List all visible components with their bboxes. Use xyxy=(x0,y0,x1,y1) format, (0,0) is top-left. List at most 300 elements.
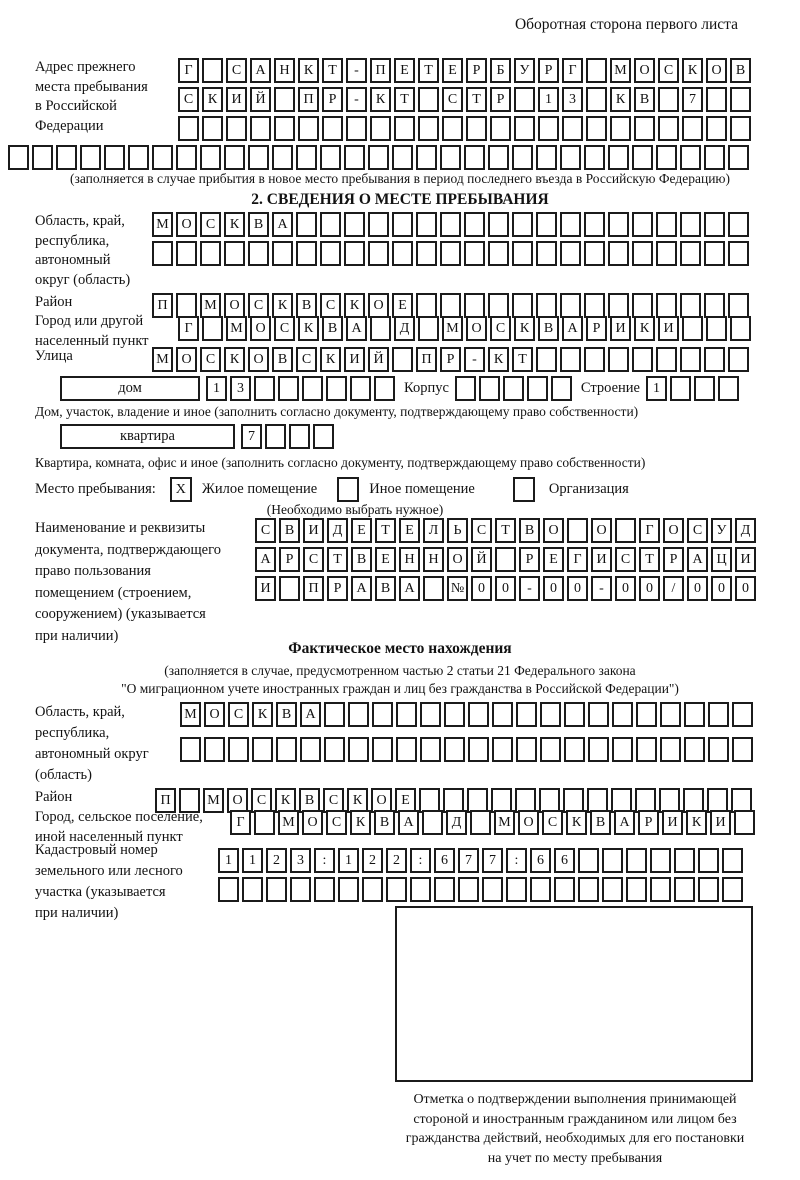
char-cell[interactable]: Е xyxy=(395,788,416,813)
char-cell[interactable]: А xyxy=(687,547,708,572)
char-cell[interactable] xyxy=(626,848,647,873)
char-cell[interactable] xyxy=(420,702,441,727)
char-cell[interactable]: Р xyxy=(466,58,487,83)
char-cell[interactable]: Г xyxy=(230,810,251,835)
char-cell[interactable] xyxy=(416,145,437,170)
char-cell[interactable] xyxy=(320,241,341,266)
char-cell[interactable] xyxy=(224,145,245,170)
char-cell[interactable]: О xyxy=(706,58,727,83)
char-cell[interactable]: С xyxy=(200,212,221,237)
char-cell[interactable] xyxy=(313,424,334,449)
char-cell[interactable] xyxy=(584,347,605,372)
char-cell[interactable] xyxy=(266,877,287,902)
char-cell[interactable]: К xyxy=(370,87,391,112)
char-cell[interactable]: Н xyxy=(274,58,295,83)
char-cell[interactable]: А xyxy=(272,212,293,237)
char-cell[interactable]: К xyxy=(686,810,707,835)
char-cell[interactable] xyxy=(718,376,739,401)
char-cell[interactable] xyxy=(722,877,743,902)
char-cell[interactable] xyxy=(202,58,223,83)
char-cell[interactable]: Р xyxy=(638,810,659,835)
char-cell[interactable] xyxy=(682,116,703,141)
char-cell[interactable] xyxy=(368,145,389,170)
char-cell[interactable]: Р xyxy=(519,547,540,572)
char-cell[interactable] xyxy=(440,241,461,266)
char-cell[interactable]: М xyxy=(278,810,299,835)
char-cell[interactable] xyxy=(584,212,605,237)
char-cell[interactable] xyxy=(708,702,729,727)
char-cell[interactable] xyxy=(495,547,516,572)
char-cell[interactable]: : xyxy=(314,848,335,873)
char-cell[interactable]: К xyxy=(344,293,365,318)
char-cell[interactable] xyxy=(434,877,455,902)
char-cell[interactable]: 0 xyxy=(471,576,492,601)
char-cell[interactable] xyxy=(468,702,489,727)
char-cell[interactable] xyxy=(178,116,199,141)
char-cell[interactable] xyxy=(289,424,310,449)
char-cell[interactable]: Е xyxy=(392,293,413,318)
char-cell[interactable] xyxy=(512,212,533,237)
char-cell[interactable]: С xyxy=(303,547,324,572)
char-cell[interactable]: И xyxy=(662,810,683,835)
char-cell[interactable]: М xyxy=(610,58,631,83)
char-cell[interactable]: Т xyxy=(418,58,439,83)
char-cell[interactable]: О xyxy=(248,347,269,372)
char-cell[interactable]: Д xyxy=(735,518,756,543)
char-cell[interactable] xyxy=(176,241,197,266)
char-cell[interactable]: С xyxy=(178,87,199,112)
char-cell[interactable] xyxy=(658,116,679,141)
char-cell[interactable] xyxy=(202,316,223,341)
char-cell[interactable]: К xyxy=(347,788,368,813)
char-cell[interactable] xyxy=(730,116,751,141)
char-cell[interactable]: О xyxy=(176,212,197,237)
char-cell[interactable]: 3 xyxy=(562,87,583,112)
char-cell[interactable]: В xyxy=(276,702,297,727)
char-cell[interactable]: Г xyxy=(178,316,199,341)
char-cell[interactable]: 3 xyxy=(290,848,311,873)
char-cell[interactable] xyxy=(536,145,557,170)
char-cell[interactable]: Р xyxy=(490,87,511,112)
char-cell[interactable] xyxy=(348,702,369,727)
char-cell[interactable] xyxy=(632,241,653,266)
char-cell[interactable]: М xyxy=(200,293,221,318)
char-cell[interactable] xyxy=(602,877,623,902)
char-cell[interactable] xyxy=(444,702,465,727)
char-cell[interactable] xyxy=(338,877,359,902)
char-cell[interactable]: Е xyxy=(543,547,564,572)
char-cell[interactable]: О xyxy=(466,316,487,341)
stay-type-checkbox-other[interactable] xyxy=(337,477,359,502)
char-cell[interactable]: О xyxy=(591,518,612,543)
char-cell[interactable] xyxy=(468,737,489,762)
char-cell[interactable] xyxy=(612,702,633,727)
char-cell[interactable] xyxy=(348,737,369,762)
char-cell[interactable] xyxy=(704,145,725,170)
char-cell[interactable]: О xyxy=(634,58,655,83)
char-cell[interactable] xyxy=(278,376,299,401)
char-cell[interactable]: 6 xyxy=(530,848,551,873)
char-cell[interactable]: М xyxy=(226,316,247,341)
char-cell[interactable] xyxy=(632,212,653,237)
char-cell[interactable]: - xyxy=(346,87,367,112)
char-cell[interactable] xyxy=(694,376,715,401)
char-cell[interactable]: 0 xyxy=(495,576,516,601)
char-cell[interactable] xyxy=(392,347,413,372)
char-cell[interactable] xyxy=(320,145,341,170)
char-cell[interactable]: Й xyxy=(368,347,389,372)
char-cell[interactable]: О xyxy=(224,293,245,318)
char-cell[interactable] xyxy=(458,877,479,902)
char-cell[interactable]: А xyxy=(351,576,372,601)
char-cell[interactable]: П xyxy=(152,293,173,318)
char-cell[interactable]: Д xyxy=(446,810,467,835)
char-cell[interactable] xyxy=(314,877,335,902)
char-cell[interactable] xyxy=(320,212,341,237)
char-cell[interactable]: У xyxy=(514,58,535,83)
char-cell[interactable] xyxy=(636,702,657,727)
char-cell[interactable] xyxy=(344,212,365,237)
char-cell[interactable]: В xyxy=(730,58,751,83)
char-cell[interactable] xyxy=(444,737,465,762)
char-cell[interactable]: А xyxy=(562,316,583,341)
char-cell[interactable] xyxy=(728,241,749,266)
char-cell[interactable] xyxy=(152,145,173,170)
char-cell[interactable]: М xyxy=(152,347,173,372)
char-cell[interactable]: П xyxy=(155,788,176,813)
char-cell[interactable] xyxy=(656,145,677,170)
char-cell[interactable]: Д xyxy=(327,518,348,543)
char-cell[interactable]: В xyxy=(279,518,300,543)
char-cell[interactable] xyxy=(422,810,443,835)
char-cell[interactable] xyxy=(540,702,561,727)
char-cell[interactable] xyxy=(272,241,293,266)
char-cell[interactable] xyxy=(272,145,293,170)
char-cell[interactable] xyxy=(551,376,572,401)
char-cell[interactable] xyxy=(470,810,491,835)
char-cell[interactable]: - xyxy=(464,347,485,372)
char-cell[interactable] xyxy=(626,877,647,902)
char-cell[interactable] xyxy=(344,145,365,170)
char-cell[interactable] xyxy=(706,116,727,141)
char-cell[interactable] xyxy=(632,145,653,170)
char-cell[interactable] xyxy=(656,212,677,237)
char-cell[interactable]: 1 xyxy=(218,848,239,873)
char-cell[interactable] xyxy=(344,241,365,266)
char-cell[interactable] xyxy=(479,376,500,401)
char-cell[interactable]: Р xyxy=(279,547,300,572)
char-cell[interactable]: С xyxy=(251,788,272,813)
char-cell[interactable]: М xyxy=(180,702,201,727)
char-cell[interactable]: К xyxy=(224,212,245,237)
char-cell[interactable]: 1 xyxy=(538,87,559,112)
char-cell[interactable] xyxy=(660,737,681,762)
char-cell[interactable] xyxy=(506,877,527,902)
char-cell[interactable]: Й xyxy=(471,547,492,572)
char-cell[interactable] xyxy=(608,241,629,266)
char-cell[interactable] xyxy=(250,116,271,141)
char-cell[interactable] xyxy=(252,737,273,762)
char-cell[interactable]: С xyxy=(296,347,317,372)
char-cell[interactable]: 3 xyxy=(230,376,251,401)
char-cell[interactable]: О xyxy=(302,810,323,835)
char-cell[interactable] xyxy=(610,116,631,141)
char-cell[interactable]: К xyxy=(350,810,371,835)
char-cell[interactable]: А xyxy=(346,316,367,341)
char-cell[interactable] xyxy=(248,145,269,170)
char-cell[interactable] xyxy=(588,702,609,727)
char-cell[interactable]: О xyxy=(227,788,248,813)
char-cell[interactable] xyxy=(536,241,557,266)
char-cell[interactable]: А xyxy=(255,547,276,572)
char-cell[interactable] xyxy=(728,145,749,170)
char-cell[interactable]: Е xyxy=(394,58,415,83)
char-cell[interactable] xyxy=(128,145,149,170)
char-cell[interactable] xyxy=(372,737,393,762)
char-cell[interactable]: С xyxy=(274,316,295,341)
char-cell[interactable] xyxy=(527,376,548,401)
char-cell[interactable]: 0 xyxy=(687,576,708,601)
char-cell[interactable]: Р xyxy=(538,58,559,83)
stay-type-checkbox-organization[interactable] xyxy=(513,477,535,502)
char-cell[interactable] xyxy=(732,702,753,727)
char-cell[interactable] xyxy=(516,737,537,762)
char-cell[interactable] xyxy=(734,810,755,835)
char-cell[interactable] xyxy=(418,316,439,341)
char-cell[interactable] xyxy=(302,376,323,401)
char-cell[interactable] xyxy=(350,376,371,401)
char-cell[interactable] xyxy=(684,702,705,727)
char-cell[interactable]: С xyxy=(687,518,708,543)
char-cell[interactable] xyxy=(374,376,395,401)
char-cell[interactable]: Т xyxy=(512,347,533,372)
char-cell[interactable]: 1 xyxy=(206,376,227,401)
char-cell[interactable] xyxy=(104,145,125,170)
char-cell[interactable]: 7 xyxy=(458,848,479,873)
char-cell[interactable] xyxy=(488,241,509,266)
char-cell[interactable]: С xyxy=(255,518,276,543)
char-cell[interactable]: Б xyxy=(490,58,511,83)
char-cell[interactable] xyxy=(674,877,695,902)
char-cell[interactable]: 0 xyxy=(639,576,660,601)
char-cell[interactable]: Н xyxy=(399,547,420,572)
char-cell[interactable] xyxy=(466,116,487,141)
char-cell[interactable] xyxy=(322,116,343,141)
char-cell[interactable]: Е xyxy=(399,518,420,543)
char-cell[interactable]: В xyxy=(374,810,395,835)
char-cell[interactable] xyxy=(488,212,509,237)
char-cell[interactable] xyxy=(254,376,275,401)
char-cell[interactable] xyxy=(560,145,581,170)
char-cell[interactable] xyxy=(680,145,701,170)
char-cell[interactable]: А xyxy=(250,58,271,83)
char-cell[interactable]: К xyxy=(272,293,293,318)
char-cell[interactable] xyxy=(370,116,391,141)
char-cell[interactable] xyxy=(680,241,701,266)
char-cell[interactable] xyxy=(682,316,703,341)
char-cell[interactable]: Р xyxy=(322,87,343,112)
char-cell[interactable]: И xyxy=(658,316,679,341)
char-cell[interactable] xyxy=(228,737,249,762)
char-cell[interactable] xyxy=(372,702,393,727)
char-cell[interactable]: В xyxy=(590,810,611,835)
char-cell[interactable] xyxy=(602,848,623,873)
char-cell[interactable]: : xyxy=(506,848,527,873)
char-cell[interactable] xyxy=(279,576,300,601)
char-cell[interactable]: С xyxy=(658,58,679,83)
char-cell[interactable] xyxy=(324,702,345,727)
char-cell[interactable]: № xyxy=(447,576,468,601)
char-cell[interactable] xyxy=(728,212,749,237)
char-cell[interactable] xyxy=(418,87,439,112)
char-cell[interactable]: 7 xyxy=(241,424,262,449)
char-cell[interactable] xyxy=(455,376,476,401)
char-cell[interactable] xyxy=(634,116,655,141)
char-cell[interactable]: И xyxy=(344,347,365,372)
char-cell[interactable]: К xyxy=(298,316,319,341)
char-cell[interactable] xyxy=(242,877,263,902)
char-cell[interactable]: : xyxy=(410,848,431,873)
char-cell[interactable] xyxy=(704,212,725,237)
char-cell[interactable]: К xyxy=(610,87,631,112)
stay-type-checkbox-residential[interactable]: X xyxy=(170,477,192,502)
char-cell[interactable]: В xyxy=(299,788,320,813)
char-cell[interactable] xyxy=(204,737,225,762)
char-cell[interactable]: - xyxy=(346,58,367,83)
char-cell[interactable]: В xyxy=(322,316,343,341)
char-cell[interactable] xyxy=(300,737,321,762)
char-cell[interactable]: Т xyxy=(322,58,343,83)
char-cell[interactable]: Г xyxy=(562,58,583,83)
char-cell[interactable]: 0 xyxy=(711,576,732,601)
char-cell[interactable]: В xyxy=(248,212,269,237)
char-cell[interactable]: 6 xyxy=(554,848,575,873)
char-cell[interactable] xyxy=(658,87,679,112)
char-cell[interactable]: В xyxy=(519,518,540,543)
char-cell[interactable] xyxy=(536,212,557,237)
char-cell[interactable] xyxy=(392,145,413,170)
char-cell[interactable]: Т xyxy=(466,87,487,112)
char-cell[interactable] xyxy=(296,241,317,266)
char-cell[interactable] xyxy=(420,737,441,762)
char-cell[interactable] xyxy=(698,877,719,902)
char-cell[interactable]: О xyxy=(250,316,271,341)
char-cell[interactable]: К xyxy=(514,316,535,341)
char-cell[interactable] xyxy=(464,212,485,237)
char-cell[interactable]: В xyxy=(375,576,396,601)
char-cell[interactable]: С xyxy=(471,518,492,543)
char-cell[interactable]: Е xyxy=(351,518,372,543)
char-cell[interactable]: А xyxy=(614,810,635,835)
char-cell[interactable] xyxy=(396,737,417,762)
char-cell[interactable]: П xyxy=(298,87,319,112)
char-cell[interactable]: В xyxy=(538,316,559,341)
char-cell[interactable] xyxy=(636,737,657,762)
char-cell[interactable]: А xyxy=(398,810,419,835)
char-cell[interactable] xyxy=(32,145,53,170)
char-cell[interactable]: В xyxy=(634,87,655,112)
char-cell[interactable] xyxy=(492,737,513,762)
char-cell[interactable] xyxy=(362,877,383,902)
char-cell[interactable]: Т xyxy=(394,87,415,112)
char-cell[interactable] xyxy=(656,241,677,266)
char-cell[interactable]: 6 xyxy=(434,848,455,873)
char-cell[interactable] xyxy=(224,241,245,266)
char-cell[interactable] xyxy=(584,241,605,266)
char-cell[interactable]: 0 xyxy=(735,576,756,601)
char-cell[interactable] xyxy=(423,576,444,601)
char-cell[interactable] xyxy=(152,241,173,266)
char-cell[interactable]: 0 xyxy=(567,576,588,601)
char-cell[interactable]: Ц xyxy=(711,547,732,572)
char-cell[interactable]: К xyxy=(320,347,341,372)
char-cell[interactable] xyxy=(608,145,629,170)
char-cell[interactable] xyxy=(368,241,389,266)
char-cell[interactable] xyxy=(540,737,561,762)
char-cell[interactable]: С xyxy=(615,547,636,572)
char-cell[interactable]: К xyxy=(252,702,273,727)
char-cell[interactable]: А xyxy=(399,576,420,601)
char-cell[interactable]: И xyxy=(610,316,631,341)
char-cell[interactable] xyxy=(392,241,413,266)
char-cell[interactable]: И xyxy=(735,547,756,572)
char-cell[interactable] xyxy=(656,347,677,372)
char-cell[interactable]: С xyxy=(326,810,347,835)
char-cell[interactable]: К xyxy=(634,316,655,341)
char-cell[interactable] xyxy=(80,145,101,170)
char-cell[interactable]: Г xyxy=(567,547,588,572)
char-cell[interactable] xyxy=(386,877,407,902)
char-cell[interactable] xyxy=(418,116,439,141)
char-cell[interactable]: О xyxy=(176,347,197,372)
char-cell[interactable] xyxy=(416,212,437,237)
char-cell[interactable]: Т xyxy=(495,518,516,543)
char-cell[interactable]: О xyxy=(663,518,684,543)
char-cell[interactable]: С xyxy=(320,293,341,318)
char-cell[interactable]: О xyxy=(447,547,468,572)
char-cell[interactable]: К xyxy=(202,87,223,112)
char-cell[interactable]: 1 xyxy=(242,848,263,873)
char-cell[interactable]: К xyxy=(682,58,703,83)
char-cell[interactable] xyxy=(560,347,581,372)
char-cell[interactable] xyxy=(650,848,671,873)
char-cell[interactable] xyxy=(514,116,535,141)
char-cell[interactable] xyxy=(538,116,559,141)
char-cell[interactable] xyxy=(200,241,221,266)
char-cell[interactable]: В xyxy=(351,547,372,572)
char-cell[interactable]: Р xyxy=(586,316,607,341)
char-cell[interactable] xyxy=(482,877,503,902)
char-cell[interactable] xyxy=(608,347,629,372)
char-cell[interactable] xyxy=(674,848,695,873)
char-cell[interactable] xyxy=(684,737,705,762)
char-cell[interactable] xyxy=(706,316,727,341)
char-cell[interactable] xyxy=(586,116,607,141)
char-cell[interactable]: Г xyxy=(178,58,199,83)
char-cell[interactable] xyxy=(396,702,417,727)
char-cell[interactable] xyxy=(708,737,729,762)
char-cell[interactable]: 2 xyxy=(362,848,383,873)
char-cell[interactable] xyxy=(704,241,725,266)
char-cell[interactable] xyxy=(560,241,581,266)
char-cell[interactable] xyxy=(464,241,485,266)
char-cell[interactable] xyxy=(326,376,347,401)
char-cell[interactable]: У xyxy=(711,518,732,543)
char-cell[interactable] xyxy=(704,347,725,372)
char-cell[interactable] xyxy=(440,212,461,237)
char-cell[interactable]: Т xyxy=(327,547,348,572)
char-cell[interactable]: И xyxy=(255,576,276,601)
